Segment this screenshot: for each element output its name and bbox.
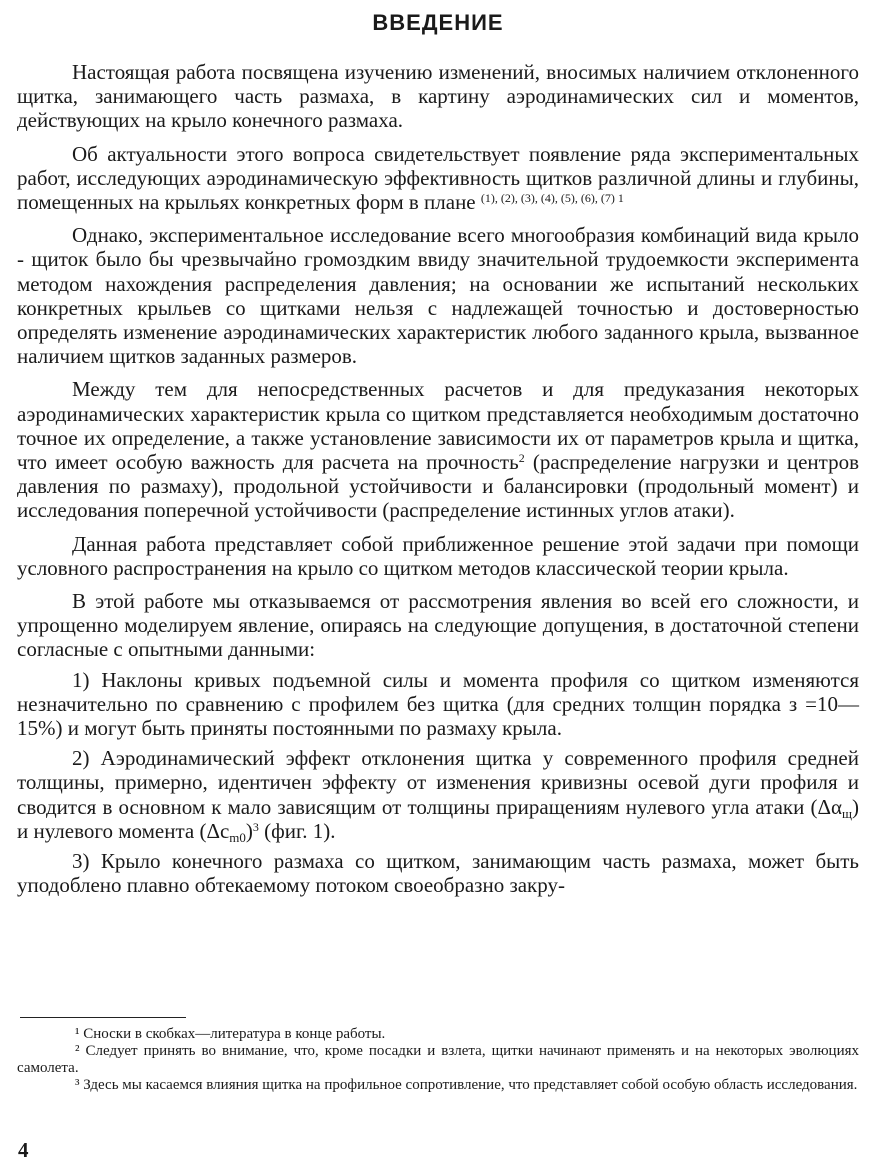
footnote-marker-3: 3: [252, 819, 259, 834]
paragraph-5: Данная работа представляет собой приближенное решение этой задачи при помощи условного распространения на крыло со щитком методов классической теории крыла.: [17, 531, 859, 580]
subscript-flap: щ: [841, 805, 852, 821]
footnotes: [17, 1026, 859, 1094]
paragraph-4-text-b: (распределение нагрузки и центров давления по размаху), продольной устойчивости и балансировки (продольный момент) и исследования поперечной устойчивости (распределение истинных углов атаки).: [17, 450, 859, 523]
paragraph-4-text-a: Между тем для непосредственных расчетов и для предуказания некоторых аэродинамических характеристик крыла со щитком представляется необходимым достаточно точное их определение, а также установление зависимости их от параметров крыла и щитка, что имеет особую важность для расчета на прочность: [17, 377, 859, 475]
paragraph-3: Однако, экспериментальное исследование всего многообразия комбинаций вида крыло - щиток было бы чрезвычайно громоздким ввиду значительной трудоемкости эксперимента методом нахождения распределения давления; на основании же испытаний нескольких конкретных крыльев со щитками нельзя с надлежащей точностью и достоверностью определять изменение аэродинамических характеристик любого заданного крыла, вызванное наличием щитков заданных размеров.: [17, 223, 859, 369]
assumption-2-text-a: 2) Аэродинамический эффект отклонения щитка у современного профиля средней толщины, примерно, идентичен эффекту от изменения кривизны осевой дуги профиля и сводится в основном к мало зависящим от толщины приращениям нулевого угла атаки (Δα: [17, 746, 859, 819]
section-title: ВВЕДЕНИЕ: [372, 10, 504, 35]
paragraph-1: Настоящая работа посвящена изучению изменений, вносимых наличием отклоненного щитка, занимающего часть размаха, в картину аэродинамических сил и моментов, действующих на крыло конечного размаха.: [17, 60, 859, 133]
assumption-2-text-c: ): [245, 818, 253, 843]
assumption-1: 1) Наклоны кривых подъемной силы и момента профиля со щитком изменяются незначительно по сравнению с профилем без щитка (для средних толщин порядка з =10—15%) и могут быть приняты постоянными по размаху крыла.: [17, 667, 859, 741]
paragraph-2-text: Об актуальности этого вопроса свидетельствует появление ряда экспериментальных работ, исследующих аэродинамическую эффективность щитков различной длины и глубины, помещенных на крыльях конкретных форм в плане: [17, 141, 859, 215]
paragraph-4: [17, 377, 859, 522]
literature-references: (1), (2), (3), (4), (5), (6), (7): [480, 191, 615, 206]
footnote-3: ³ Здесь мы касаемся влияния щитка на профильное сопротивление, что представляет собой особую область исследования.: [75, 1077, 858, 1093]
assumption-2: [17, 746, 859, 843]
page-number: 4: [18, 1138, 29, 1162]
subscript-m0: m0: [229, 829, 246, 845]
paragraph-6: В этой работе мы отказываемся от рассмотрения явления во всей его сложности, и упрощенно моделируем явление, опираясь на следующие допущения, в достаточной степени согласные с опытными данными:: [17, 589, 859, 662]
assumption-3: 3) Крыло конечного размаха со щитком, занимающим часть размаха, может быть уподоблено плавно обтекаемому потоком своеобразно закру-: [17, 849, 859, 898]
footnote-1: ¹ Сноски в скобках—литература в конце работы.: [75, 1026, 386, 1042]
footnote-separator: [20, 1017, 186, 1018]
assumption-2-text-b: ) и нулевого момента (Δc: [17, 794, 859, 843]
body-text: [17, 60, 859, 907]
assumption-2-text-d: (фиг. 1).: [258, 818, 336, 843]
footnote-marker-1: 1: [614, 191, 624, 206]
paragraph-2: [17, 142, 859, 215]
footnote-marker-2: 2: [518, 451, 525, 466]
footnote-2: ² Следует принять во внимание, что, кроме посадки и взлета, щитки начинают применять и на некоторых эволюциях самолета.: [17, 1043, 859, 1076]
